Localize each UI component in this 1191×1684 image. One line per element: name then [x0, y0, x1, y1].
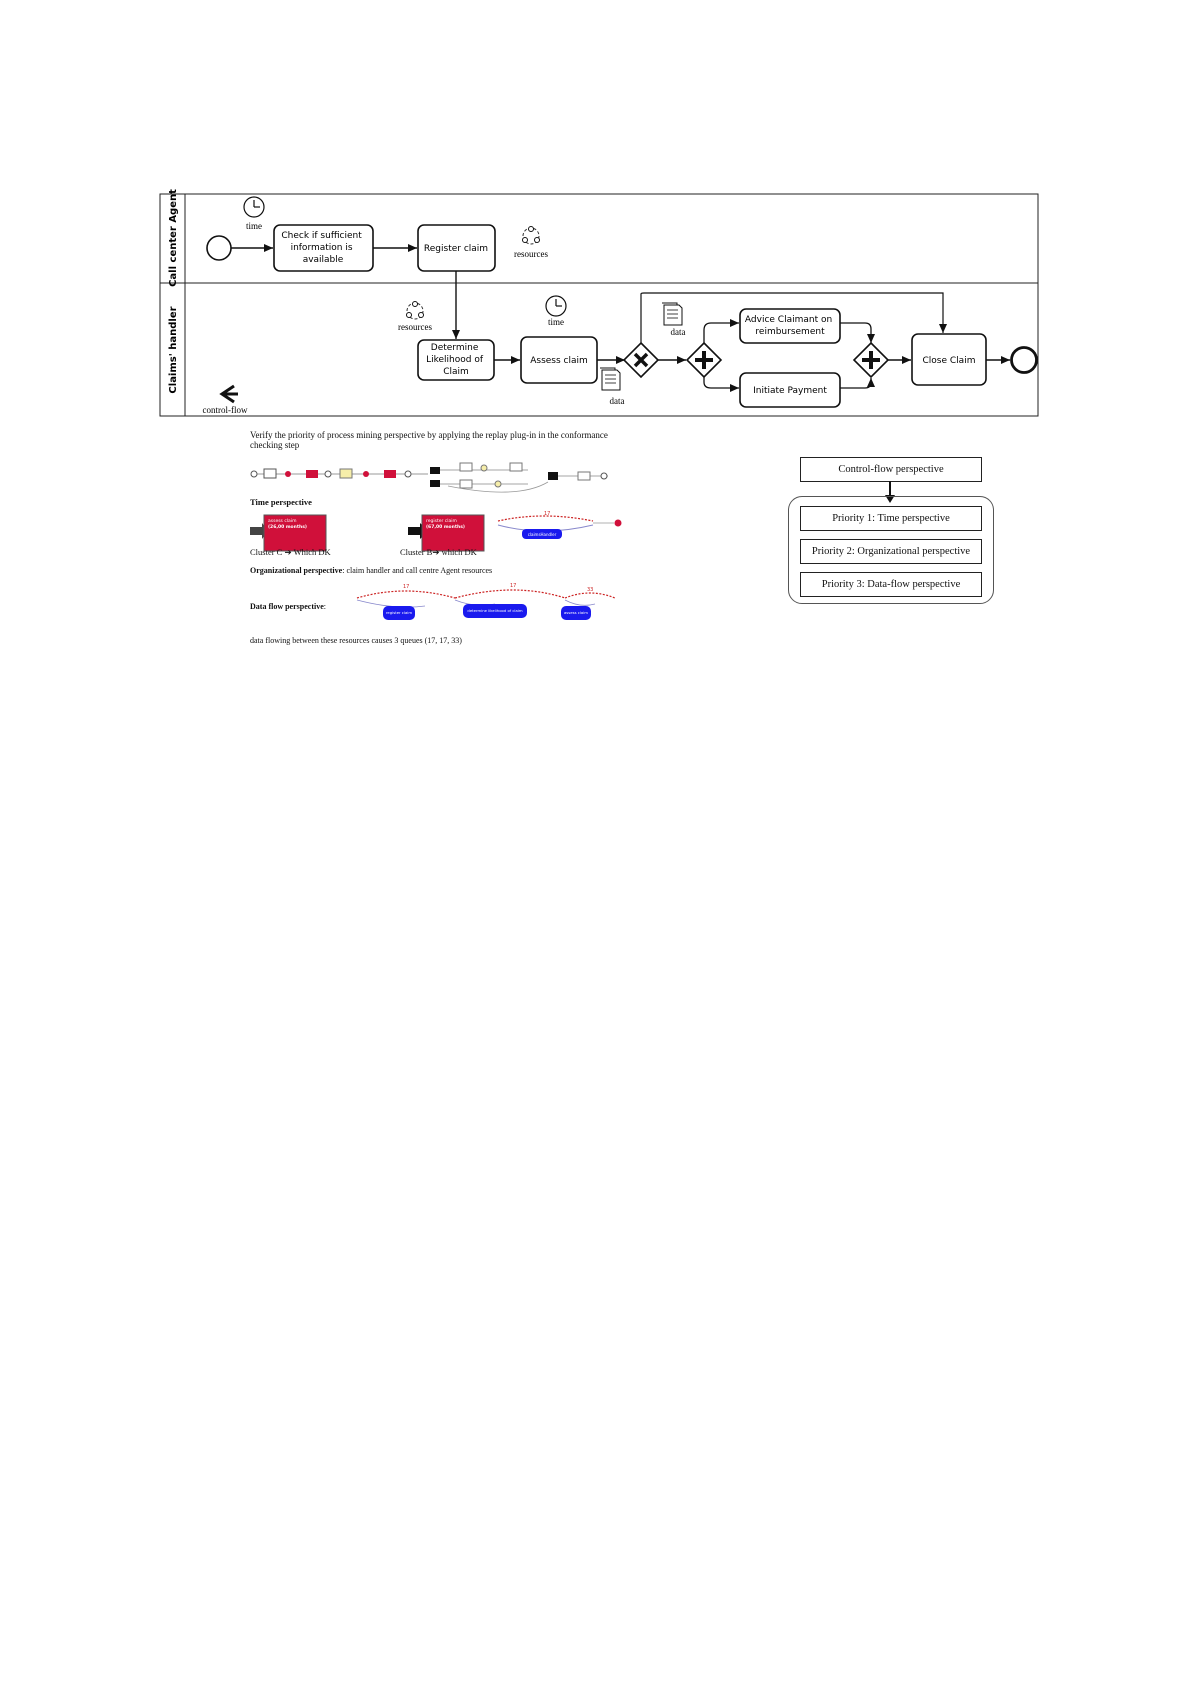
- priority-item: Priority 1: Time perspective: [800, 506, 982, 531]
- svg-text:(26,00 months): (26,00 months): [268, 525, 307, 530]
- bpmn-diagram: [0, 0, 1191, 420]
- priority-item: Priority 3: Data-flow perspective: [800, 572, 982, 597]
- data-object-icon: [600, 368, 620, 390]
- petri-net-strip: [248, 460, 618, 494]
- svg-text:17: 17: [403, 584, 410, 590]
- resources-label: resources: [514, 249, 548, 259]
- control-flow-icon: [222, 386, 238, 402]
- svg-text:33: 33: [587, 587, 594, 593]
- exclusive-gateway: [624, 343, 658, 377]
- control-flow-label: control-flow: [202, 405, 248, 415]
- task-determine-label: Determine Likelihood of Claim: [426, 343, 484, 377]
- task-advice-label: Advice Claimant on reimbursement: [744, 315, 833, 337]
- control-flow-perspective-box: Control-flow perspective: [800, 457, 982, 482]
- time-heading: Time perspective: [250, 497, 312, 507]
- data-label: data: [609, 396, 625, 406]
- cluster-b-label: Cluster B➔ which DK: [400, 547, 477, 557]
- resources-icon: [523, 227, 540, 245]
- task-check-label: Check if sufficient information is available: [281, 231, 362, 265]
- lane-label-handler: Claims' handler: [168, 306, 179, 394]
- task-register-label: Register claim: [423, 244, 489, 254]
- data-object-icon: [662, 303, 682, 325]
- svg-text:assess claim: assess claim: [268, 519, 297, 524]
- priority-item: Priority 2: Organizational perspective: [800, 539, 982, 564]
- lane-label-agent: Call center Agent: [168, 189, 179, 287]
- flow-and-initiate: [704, 377, 739, 388]
- svg-text:17: 17: [544, 511, 551, 517]
- flow-initiate-join: [840, 378, 871, 388]
- flow-and-advice: [704, 323, 739, 343]
- svg-text:determine likelihood of claim: determine likelihood of claim: [467, 608, 523, 613]
- task-initiate-label: Initiate Payment: [753, 386, 827, 396]
- svg-text:17: 17: [510, 583, 517, 589]
- task-close-label: Close Claim: [922, 356, 976, 366]
- svg-text:(67,00 months): (67,00 months): [426, 525, 465, 530]
- end-event: [1012, 348, 1037, 373]
- resources-label: resources: [398, 322, 432, 332]
- queues-text: data flowing between these resources causes 3 queues (17, 17, 33): [250, 636, 462, 645]
- task-assess-label: Assess claim: [530, 356, 588, 366]
- svg-text:claimsHandler: claimsHandler: [527, 532, 557, 537]
- svg-text:register claim: register claim: [426, 519, 457, 524]
- svg-text:assess claim: assess claim: [563, 610, 589, 615]
- data-flow-visual: [355, 582, 625, 624]
- org-perspective: Organizational perspective: claim handler and call centre Agent resources: [250, 566, 493, 575]
- data-label: data: [670, 327, 686, 337]
- data-flow-heading: Data flow perspective:: [250, 602, 326, 611]
- arrow-right-icon: ➔: [284, 547, 292, 557]
- parallel-gateway-join: [854, 343, 888, 377]
- replay-intro: Verify the priority of process mining perspective by applying the replay plug-in in the conformance checking step: [250, 430, 608, 451]
- arrow-right-icon: ➔: [432, 547, 440, 557]
- parallel-gateway-split: [687, 343, 721, 377]
- time-label: time: [246, 221, 262, 231]
- cluster-c-label: Cluster C ➔ Which DK: [250, 547, 331, 557]
- time-label: time: [548, 317, 564, 327]
- clock-icon: [244, 197, 264, 217]
- flow-advice-join: [840, 323, 871, 343]
- start-event: [207, 236, 231, 260]
- clock-icon: [546, 296, 566, 316]
- svg-text:register claim: register claim: [385, 610, 413, 615]
- resources-icon: [407, 302, 424, 320]
